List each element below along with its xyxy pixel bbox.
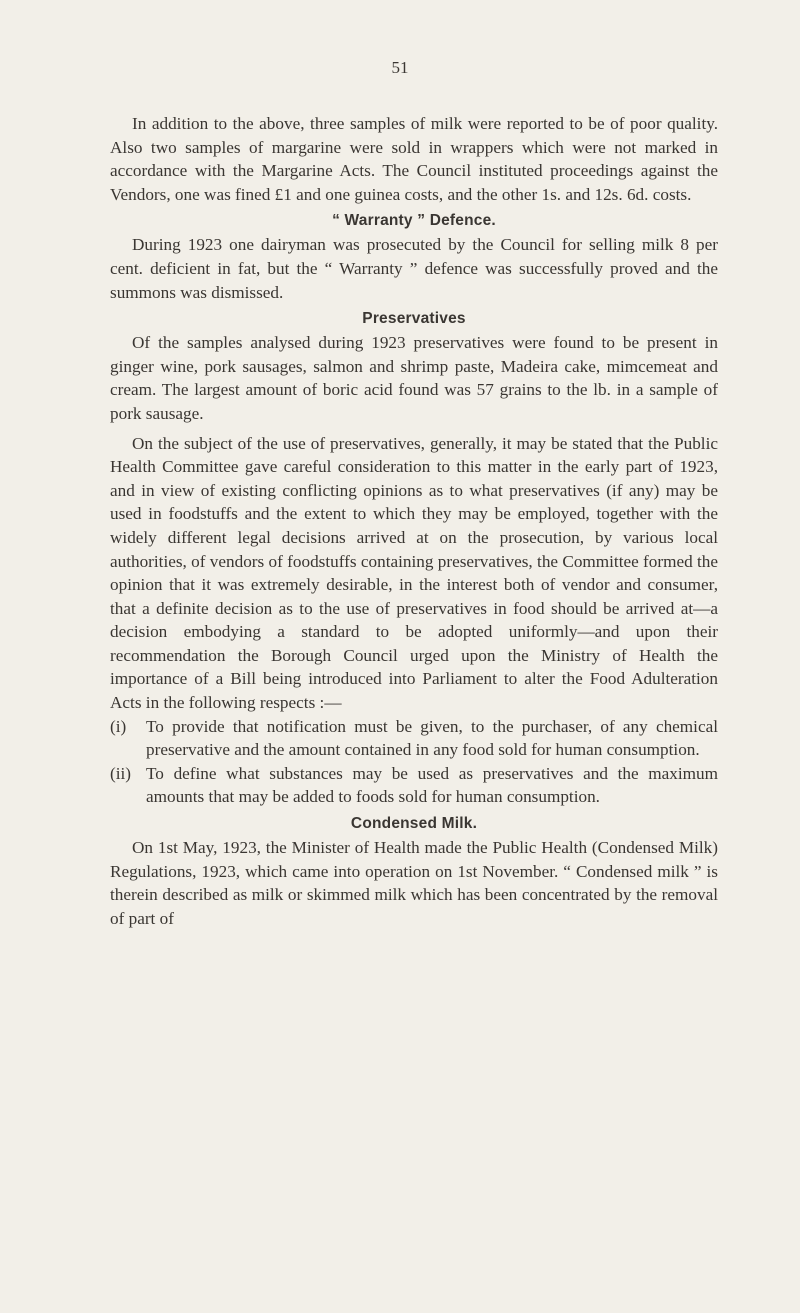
preservatives-heading: Preservatives — [362, 310, 466, 328]
condensed-milk-paragraph: On 1st May, 1923, the Minister of Health made the Public Health (Condensed Milk) Regulations, 1923, which came into operation on 1st November. “ Condensed milk ” is therein described as milk or skimmed milk which has been concentrated by the removal of part of — [110, 838, 718, 928]
preservatives-paragraph-2: On the subject of the use of preservatives, generally, it may be stated that the Public Health Committee gave careful consideration to this matter in the early part of 1923, and in view of existing conflicting opinions as to what preservatives (if any) may be used in foodstuffs and the extent to which they may be employed, together with the widely different legal decisions arrived at on the prosecution, by various local authorities, of vendors of foodstuffs containing preservatives, the Committee formed the opinion that it was extremely desirable, in the interest both of vendor and consumer, that a definite decision as to the use of preservatives in food should be arrived at—a decision embodying a standard to be adopted uniformly—and upon their recommendation the Borough Council urged upon the Ministry of Health the importance of a Bill being introduced into Parliament to alter the Food Adulteration Acts in the following respects :— — [110, 433, 718, 713]
page-number: 51 — [391, 58, 409, 77]
list-item-number: (ii) — [110, 763, 131, 783]
warranty-heading: “ Warranty ” Defence. — [332, 212, 496, 230]
list-item — [110, 762, 718, 809]
intro-paragraph: In addition to the above, three samples of milk were reported to be of poor quality. Also two samples of margarine were sold in wrappers which were not marked in accordance with the Margarine Acts. The Council instituted proceedings against the Vendors, one was fined £1 and one guinea costs, and the other 1s. and 12s. 6d. costs. — [110, 114, 718, 204]
list-item-number: (i) — [110, 716, 127, 736]
list-item — [110, 715, 718, 762]
list-item-text: To provide that notification must be given, to the purchaser, of any chemical preservative and the amount contained in any food sold for human consumption. — [146, 716, 718, 760]
warranty-paragraph: During 1923 one dairyman was prosecuted by the Council for selling milk 8 per cent. deficient in fat, but the “ Warranty ” defence was successfully proved and the summons was dismissed. — [110, 235, 718, 302]
condensed-milk-heading: Condensed Milk. — [350, 815, 478, 833]
preservatives-paragraph-1: Of the samples analysed during 1923 preservatives were found to be present in ginger wine, pork sausages, salmon and shrimp paste, Madeira cake, mimcemeat and cream. The largest amount of boric acid found was 57 grains to the lb. in a sample of pork sausage. — [110, 333, 718, 423]
list-item-text: To define what substances may be used as preservatives and the maximum amounts that may be added to foods sold for human consumption. — [146, 763, 718, 807]
body-text — [110, 112, 718, 930]
